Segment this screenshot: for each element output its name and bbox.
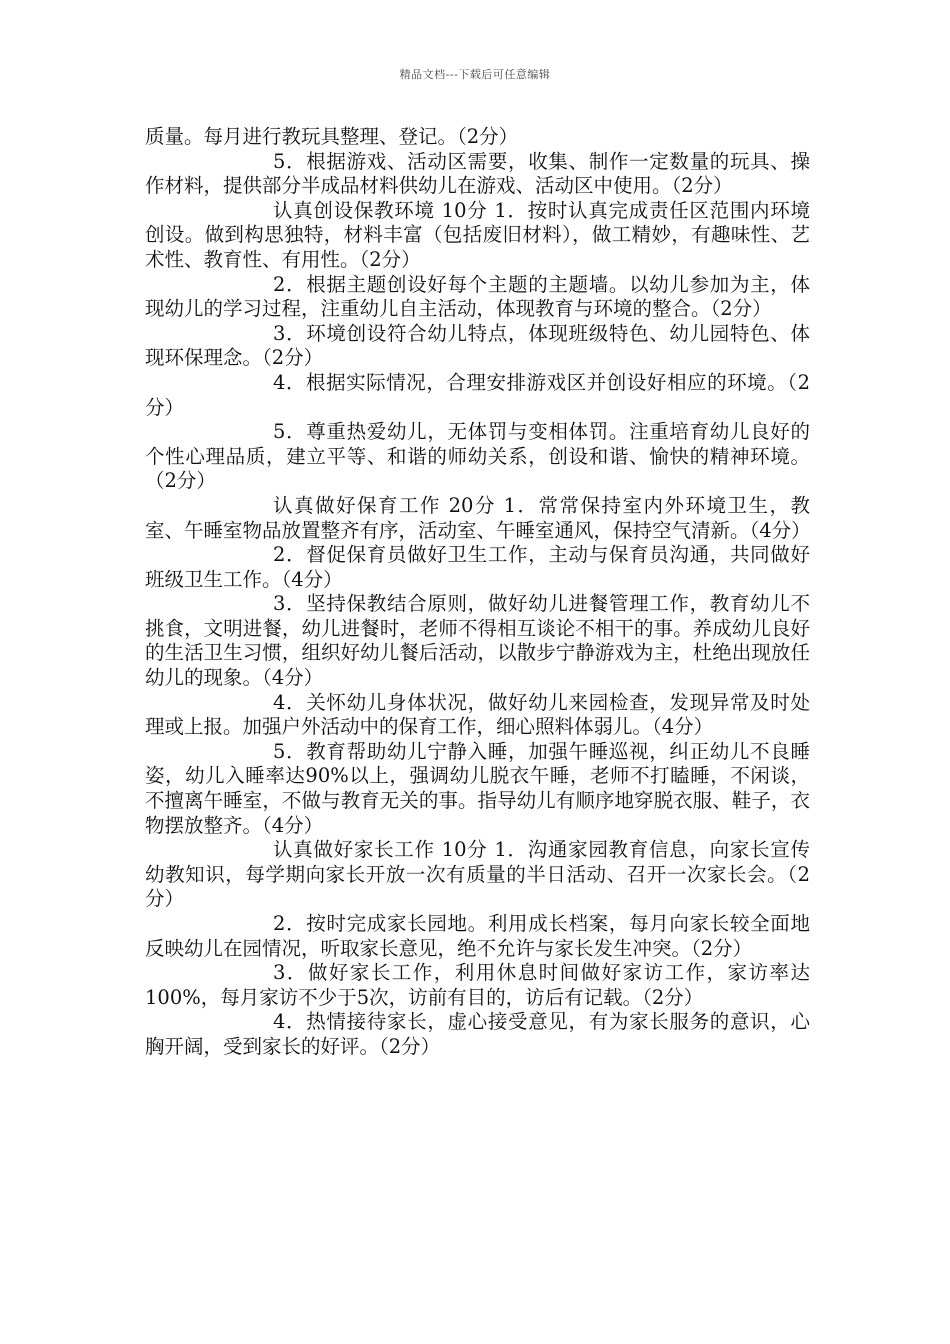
paragraph: 5．教育帮助幼儿宁静入睡，加强午睡巡视，纠正幼儿不良睡姿，幼儿入睡率达90%以上，强调幼儿脱衣午睡，老师不打瞌睡，不闲谈，不擅离午睡室，不做与教育无关的事。指导幼儿有顺序地穿脱衣服、鞋子，衣物摆放整齐。（4分） xyxy=(145,739,810,837)
paragraph: 认真做好家长工作 10分 1．沟通家园教育信息，向家长宣传幼教知识，每学期向家长开放一次有质量的半日活动、召开一次家长会。（2分） xyxy=(145,838,810,911)
paragraph: 3．坚持保教结合原则，做好幼儿进餐管理工作，教育幼儿不挑食，文明进餐，幼儿进餐时，老师不得相互谈论不相干的事。养成幼儿良好的生活卫生习惯，组织好幼儿餐后活动，以散步宁静游戏为主，杜绝出现放任幼儿的现象。（4分） xyxy=(145,592,810,690)
paragraph: 3．做好家长工作，利用休息时间做好家访工作，家访率达100%，每月家访不少于5次，访前有目的，访后有记载。（2分） xyxy=(145,961,810,1009)
paragraph: 2．督促保育员做好卫生工作，主动与保育员沟通，共同做好班级卫生工作。（4分） xyxy=(145,543,810,591)
paragraph: 4．关怀幼儿身体状况，做好幼儿来园检查，发现异常及时处理或上报。加强户外活动中的保育工作，细心照料体弱儿。（4分） xyxy=(145,690,810,739)
paragraph: 5．根据游戏、活动区需要，收集、制作一定数量的玩具、操作材料，提供部分半成品材料供幼儿在游戏、活动区中使用。（2分） xyxy=(145,149,810,198)
paragraph: 5．尊重热爱幼儿，无体罚与变相体罚。注重培育幼儿良好的个性心理品质，建立平等、和谐的师幼关系，创设和谐、愉快的精神环境。（2分） xyxy=(145,420,810,493)
paragraph: 2．根据主题创设好每个主题的主题墙。以幼儿参加为主，体现幼儿的学习过程，注重幼儿自主活动，体现教育与环境的整合。（2分） xyxy=(145,272,810,321)
paragraph: 认真创设保教环境 10分 1．按时认真完成责任区范围内环境创设。做到构思独特，材料丰富（包括废旧材料），做工精妙，有趣味性、艺术性、教育性、有用性。（2分） xyxy=(145,198,810,271)
paragraph: 认真做好保育工作 20分 1．常常保持室内外环境卫生，教室、午睡室物品放置整齐有序，活动室、午睡室通风，保持空气清新。（4分） xyxy=(145,493,811,542)
paragraph: 4．热情接待家长，虚心接受意见，有为家长服务的意识，心胸开阔，受到家长的好评。（2分） xyxy=(145,1010,810,1058)
paragraph: 质量。每月进行教玩具整理、登记。（2分） xyxy=(145,125,519,148)
paragraph: 3．环境创设符合幼儿特点，体现班级特色、幼儿园特色、体现环保理念。（2分） xyxy=(145,321,810,370)
paragraph: 4．根据实际情况，合理安排游戏区并创设好相应的环境。（2分） xyxy=(145,370,810,419)
paragraph: 2．按时完成家长园地。利用成长档案，每月向家长较全面地反映幼儿在园情况，听取家长意见，绝不允许与家长发生冲突。（2分） xyxy=(145,912,810,960)
document-body xyxy=(145,125,810,1060)
page-header: 精品文档---下载后可任意编辑 xyxy=(399,68,551,81)
